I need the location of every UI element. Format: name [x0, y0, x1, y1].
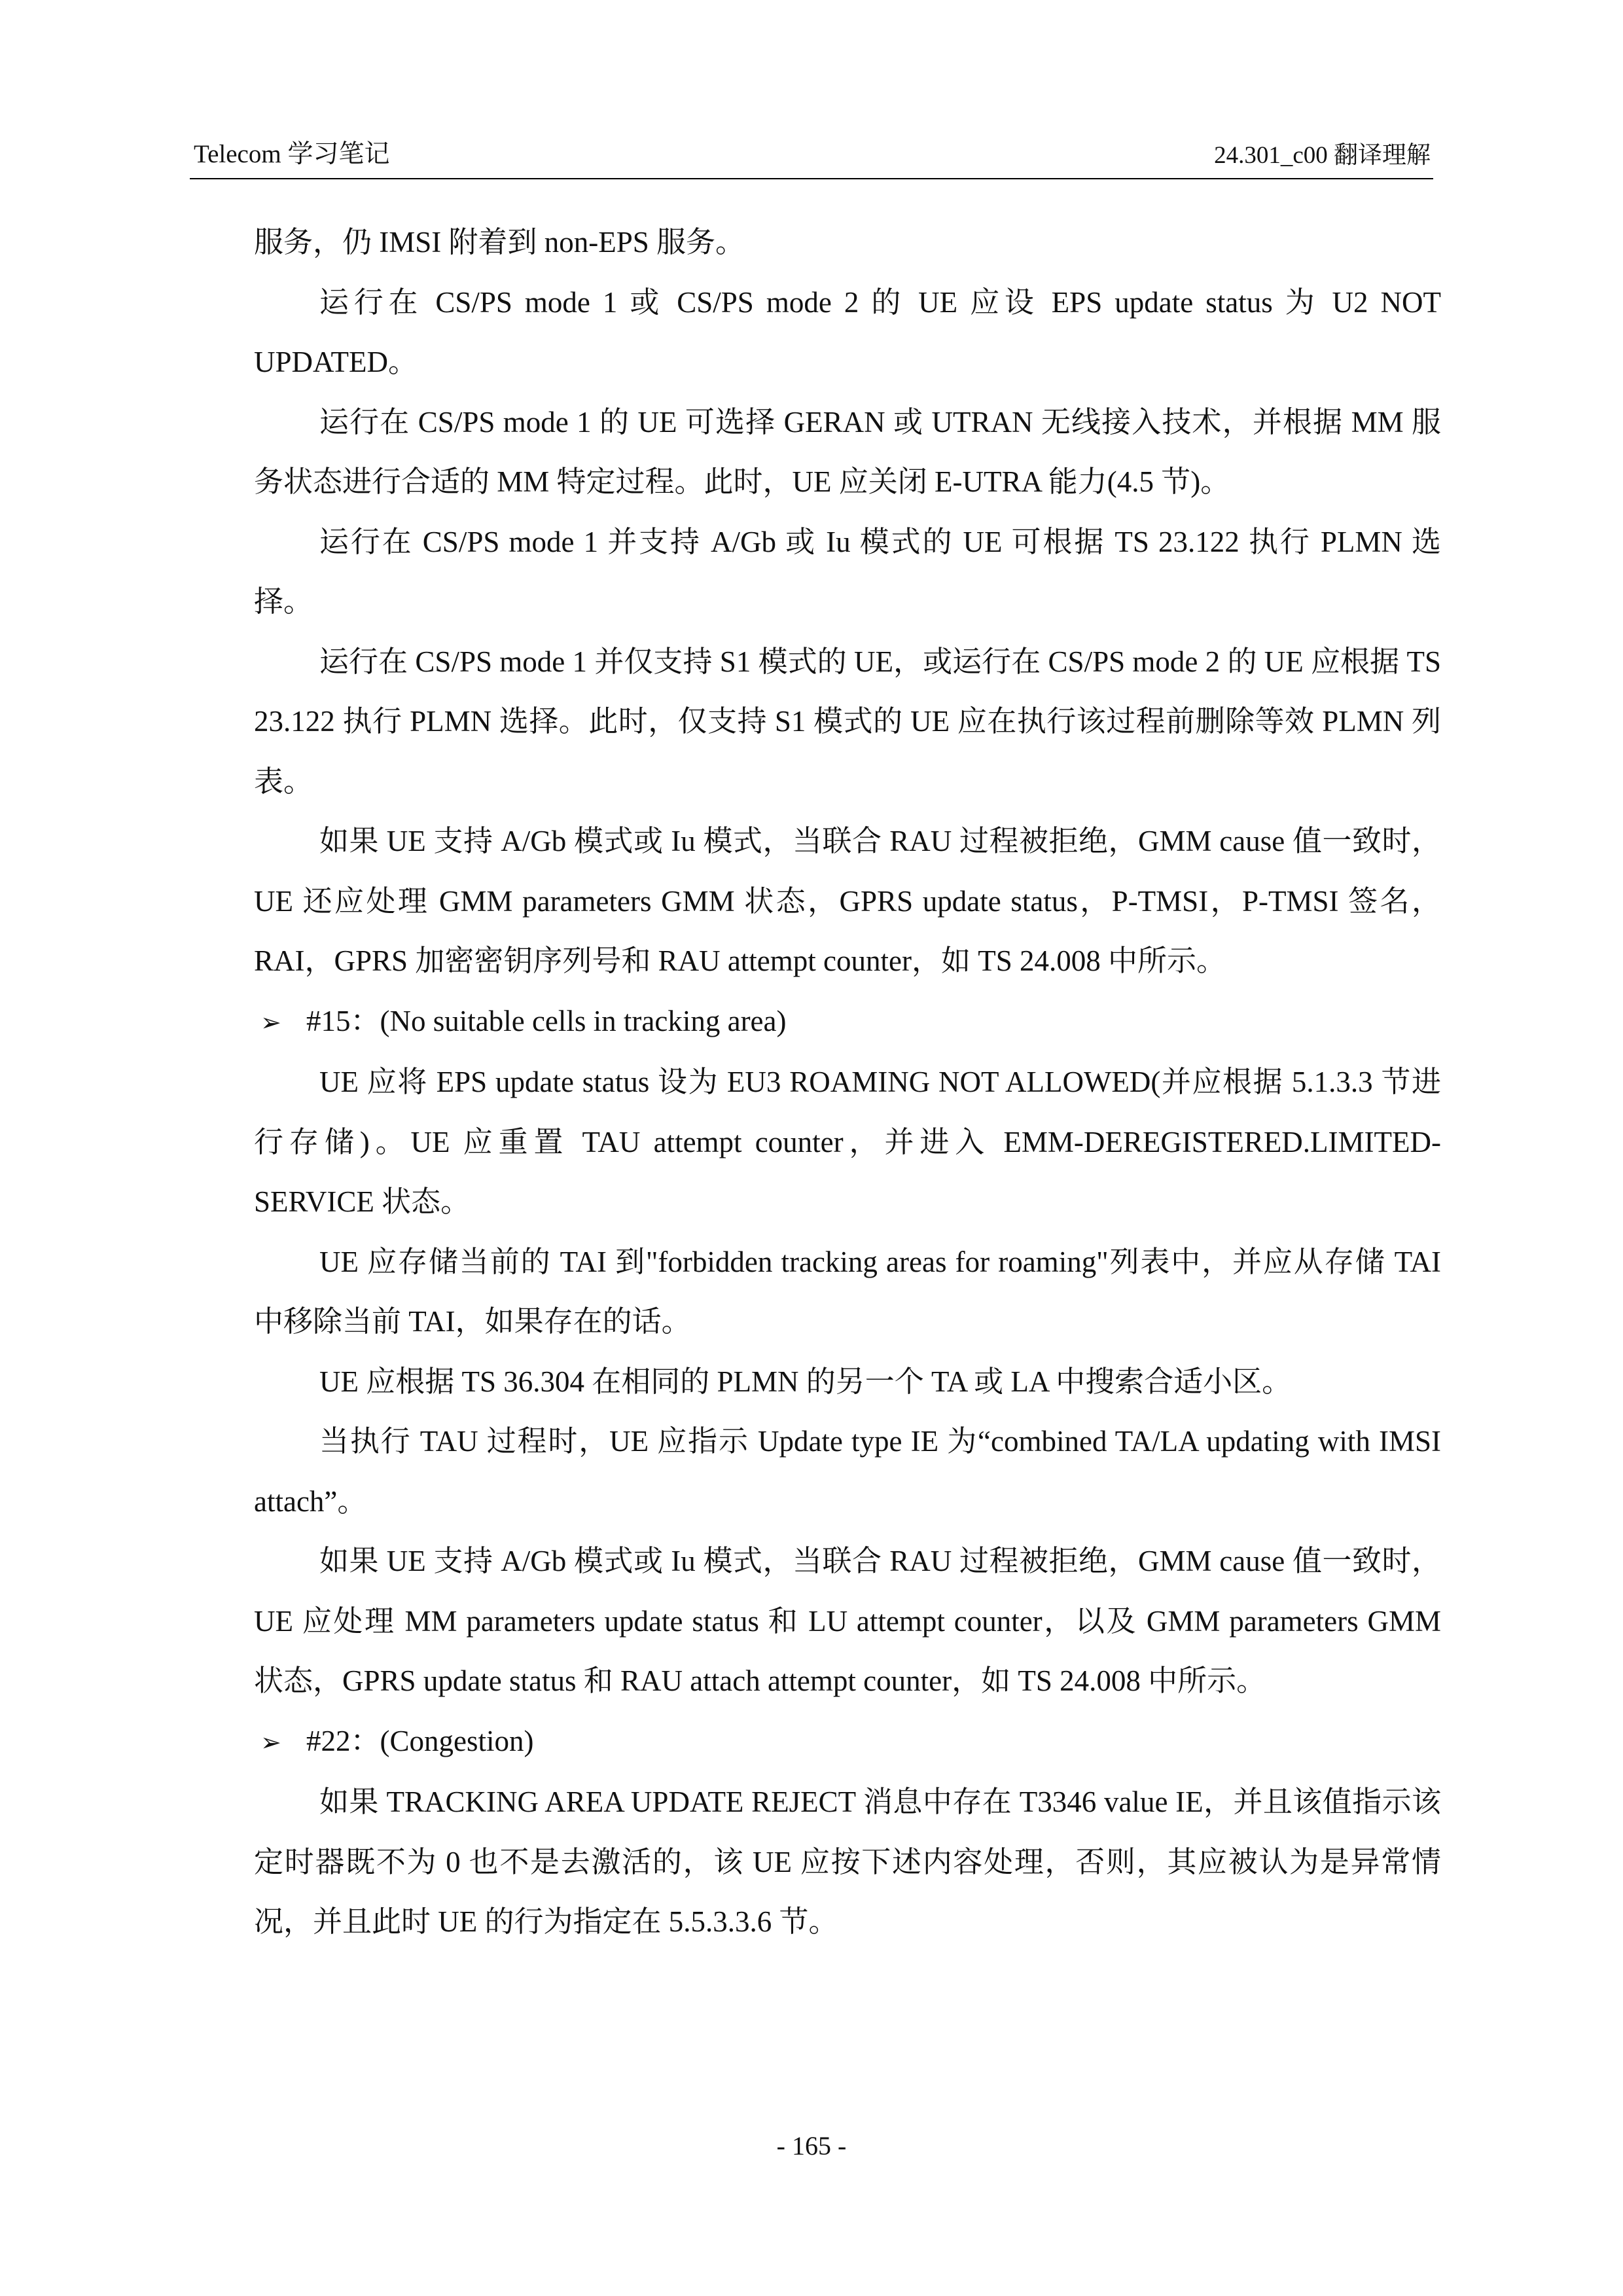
paragraph: UE 应根据 TS 36.304 在相同的 PLMN 的另一个 TA 或 LA 中搜索合适小区。 [319, 1365, 1292, 1398]
paragraph: 如果 UE 支持 A/Gb 模式或 Iu 模式，当联合 RAU 过程被拒绝，GMM cause 值一致时，UE 应处理 MM parameters update status 和 LU attempt counter，以及 GMM parameters GMM 状态，GPRS update status 和 RAU attach attempt counter，如 TS 24.008 中所示。 [254, 1545, 1441, 1697]
cause-heading: #15：(No suitable cells in tracking area) [306, 1004, 787, 1037]
paragraph: 运行在 CS/PS mode 1 或 CS/PS mode 2 的 UE 应设 EPS update status 为 U2 NOT UPDATED。 [254, 285, 1441, 378]
paragraph: UE 应将 EPS update status 设为 EU3 ROAMING NOT ALLOWED(并应根据 5.1.3.3 节进行存储)。UE 应重置 TAU attempt counter，并进入 EMM-DEREGISTERED.LIMITED-SERVICE 状态。 [254, 1066, 1441, 1218]
page-header [190, 139, 1433, 179]
paragraph: UE 应存储当前的 TAI 到"forbidden tracking areas for roaming"列表中，并应从存储 TAI 中移除当前 TAI，如果存在的话。 [254, 1245, 1441, 1338]
header-doc-id: 24.301_c00 翻译理解 [1214, 142, 1431, 169]
paragraph: 运行在 CS/PS mode 1 的 UE 可选择 GERAN 或 UTRAN 无线接入技术，并根据 MM 服务状态进行合适的 MM 特定过程。此时，UE 应关闭 E-UTRA 能力(4.5 节)。 [254, 405, 1441, 498]
page-body [254, 213, 1441, 1952]
paragraph: 如果 TRACKING AREA UPDATE REJECT 消息中存在 T3346 value IE，并且该值指示该定时器既不为 0 也不是去激活的，该 UE 应按下述内容处理，否则，其应被认为是异常情况，并且此时 UE 的行为指定在 5.5.3.3.6 节。 [254, 1785, 1441, 1938]
paragraph: 运行在 CS/PS mode 1 并仅支持 S1 模式的 UE，或运行在 CS/PS mode 2 的 UE 应根据 TS 23.122 执行 PLMN 选择。此时，仅支持 S1 模式的 UE 应在执行该过程前删除等效 PLMN 列表。 [254, 645, 1441, 798]
paragraph-continued: 服务，仍 IMSI 附着到 non-EPS 服务。 [254, 226, 745, 259]
paragraph: 如果 UE 支持 A/Gb 模式或 Iu 模式，当联合 RAU 过程被拒绝，GMM cause 值一致时，UE 还应处理 GMM parameters GMM 状态，GPRS update status，P-TMSI，P-TMSI 签名，RAI，GPRS 加密密钥序列号和 RAU attempt counter，如 TS 24.008 中所示。 [254, 825, 1441, 977]
arrow-bullet-icon: ➢ [260, 1727, 281, 1757]
paragraph: 运行在 CS/PS mode 1 并支持 A/Gb 或 Iu 模式的 UE 可根据 TS 23.122 执行 PLMN 选择。 [254, 525, 1441, 618]
cause-item-22 [254, 1712, 1441, 1773]
page-number: - 165 - [776, 2131, 847, 2161]
cause-heading: #22：(Congestion) [306, 1724, 534, 1757]
header-title: Telecom 学习笔记 [194, 140, 390, 168]
cause-item-15 [254, 992, 1441, 1053]
arrow-bullet-icon: ➢ [260, 1007, 281, 1037]
paragraph: 当执行 TAU 过程时，UE 应指示 Update type IE 为“combined TA/LA updating with IMSI attach”。 [254, 1425, 1441, 1518]
